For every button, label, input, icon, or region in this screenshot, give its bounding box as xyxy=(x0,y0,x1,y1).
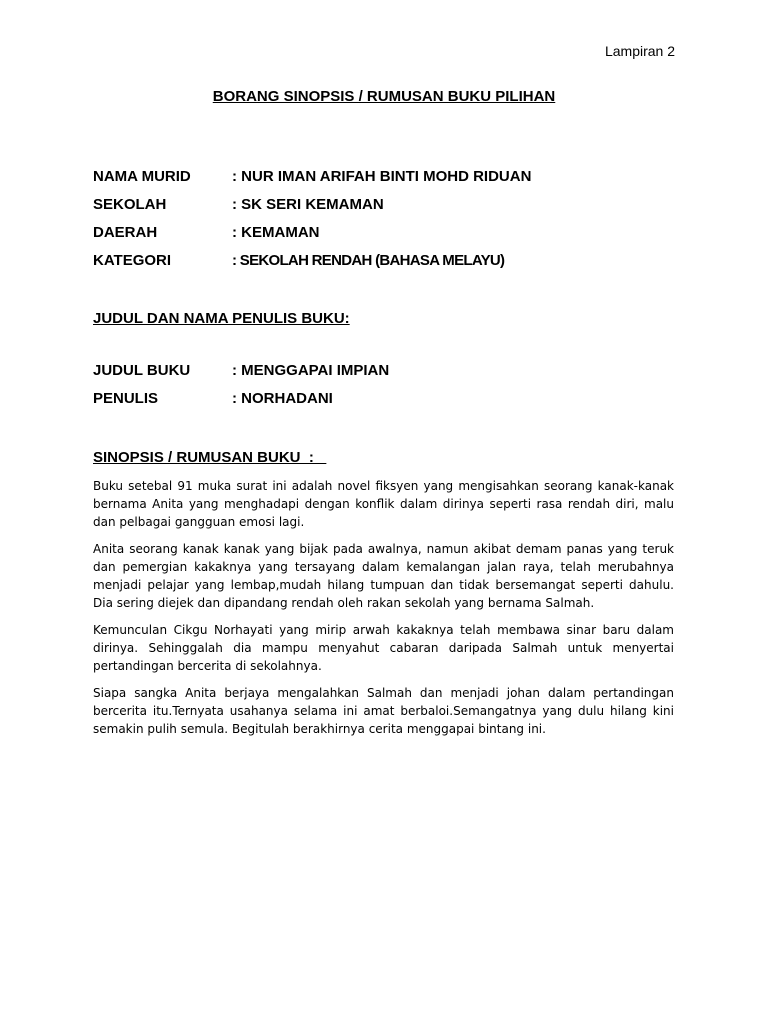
synopsis-paragraph: Anita seorang kanak kanak yang bijak pada awalnya, namun akibat demam panas yang teruk dan pemergian kakaknya yang tersayang dalam kemalangan jalan raya, telah merubahnya menjadi pelajar yang lembap,mudah hilang tumpuan dan tidak bersemangat seperti dahulu. Dia sering diejek dan dipandang rendah oleh rakan sekolah yang bernama Salmah. xyxy=(93,542,674,610)
school-value: : SK SERI KEMAMAN xyxy=(232,196,384,213)
field-label: KATEGORI xyxy=(93,252,172,269)
field-label: DAERAH xyxy=(93,224,158,241)
field-label: PENULIS xyxy=(93,390,159,407)
book-section-heading: JUDUL DAN NAMA PENULIS BUKU: xyxy=(93,310,350,327)
form-title: BORANG SINOPSIS / RUMUSAN BUKU PILIHAN xyxy=(212,88,556,105)
student-name-row xyxy=(93,168,683,196)
field-label: JUDUL BUKU xyxy=(93,362,191,379)
district-value: : KEMAMAN xyxy=(232,224,320,241)
school-row xyxy=(93,196,683,224)
synopsis-paragraph: Kemunculan Cikgu Norhayati yang mirip arwah kakaknya telah membawa sinar baru dalam dirinya. Sehinggalah dia mampu menyahut cabaran daripada Salmah untuk menyertai pertandingan bercerita di sekolahnya. xyxy=(93,623,674,673)
student-name-value: : NUR IMAN ARIFAH BINTI MOHD RIDUAN xyxy=(232,168,532,185)
book-info xyxy=(93,362,683,418)
district-row xyxy=(93,224,683,252)
synopsis-heading: SINOPSIS / RUMUSAN BUKU : xyxy=(93,449,327,466)
student-info xyxy=(93,168,683,280)
appendix-label: Lampiran 2 xyxy=(604,43,675,59)
synopsis-paragraph: Buku setebal 91 muka surat ini adalah novel fiksyen yang mengisahkan seorang kanak-kanak bernama Anita yang menghadapi dengan konflik dalam dirinya seperti rasa rendah diri, malu dan pelbagai gangguan emosi lagi. xyxy=(93,479,674,529)
synopsis-body xyxy=(93,477,674,747)
category-row xyxy=(93,252,683,280)
book-title-row xyxy=(93,362,683,390)
book-title-value: : MENGGAPAI IMPIAN xyxy=(232,362,390,379)
field-label: NAMA MURID xyxy=(93,168,191,185)
field-label: SEKOLAH xyxy=(93,196,167,213)
synopsis-paragraph: Siapa sangka Anita berjaya mengalahkan Salmah dan menjadi johan dalam pertandingan bercerita itu.Ternyata usahanya selama ini amat berbaloi.Semangatnya yang dulu hilang kini semakin pulih semula. Begitulah berakhirnya cerita menggapai bintang ini. xyxy=(93,686,674,736)
category-value: : SEKOLAH RENDAH (BAHASA MELAYU) xyxy=(232,252,505,269)
author-value: : NORHADANI xyxy=(232,390,333,407)
author-row xyxy=(93,390,683,418)
